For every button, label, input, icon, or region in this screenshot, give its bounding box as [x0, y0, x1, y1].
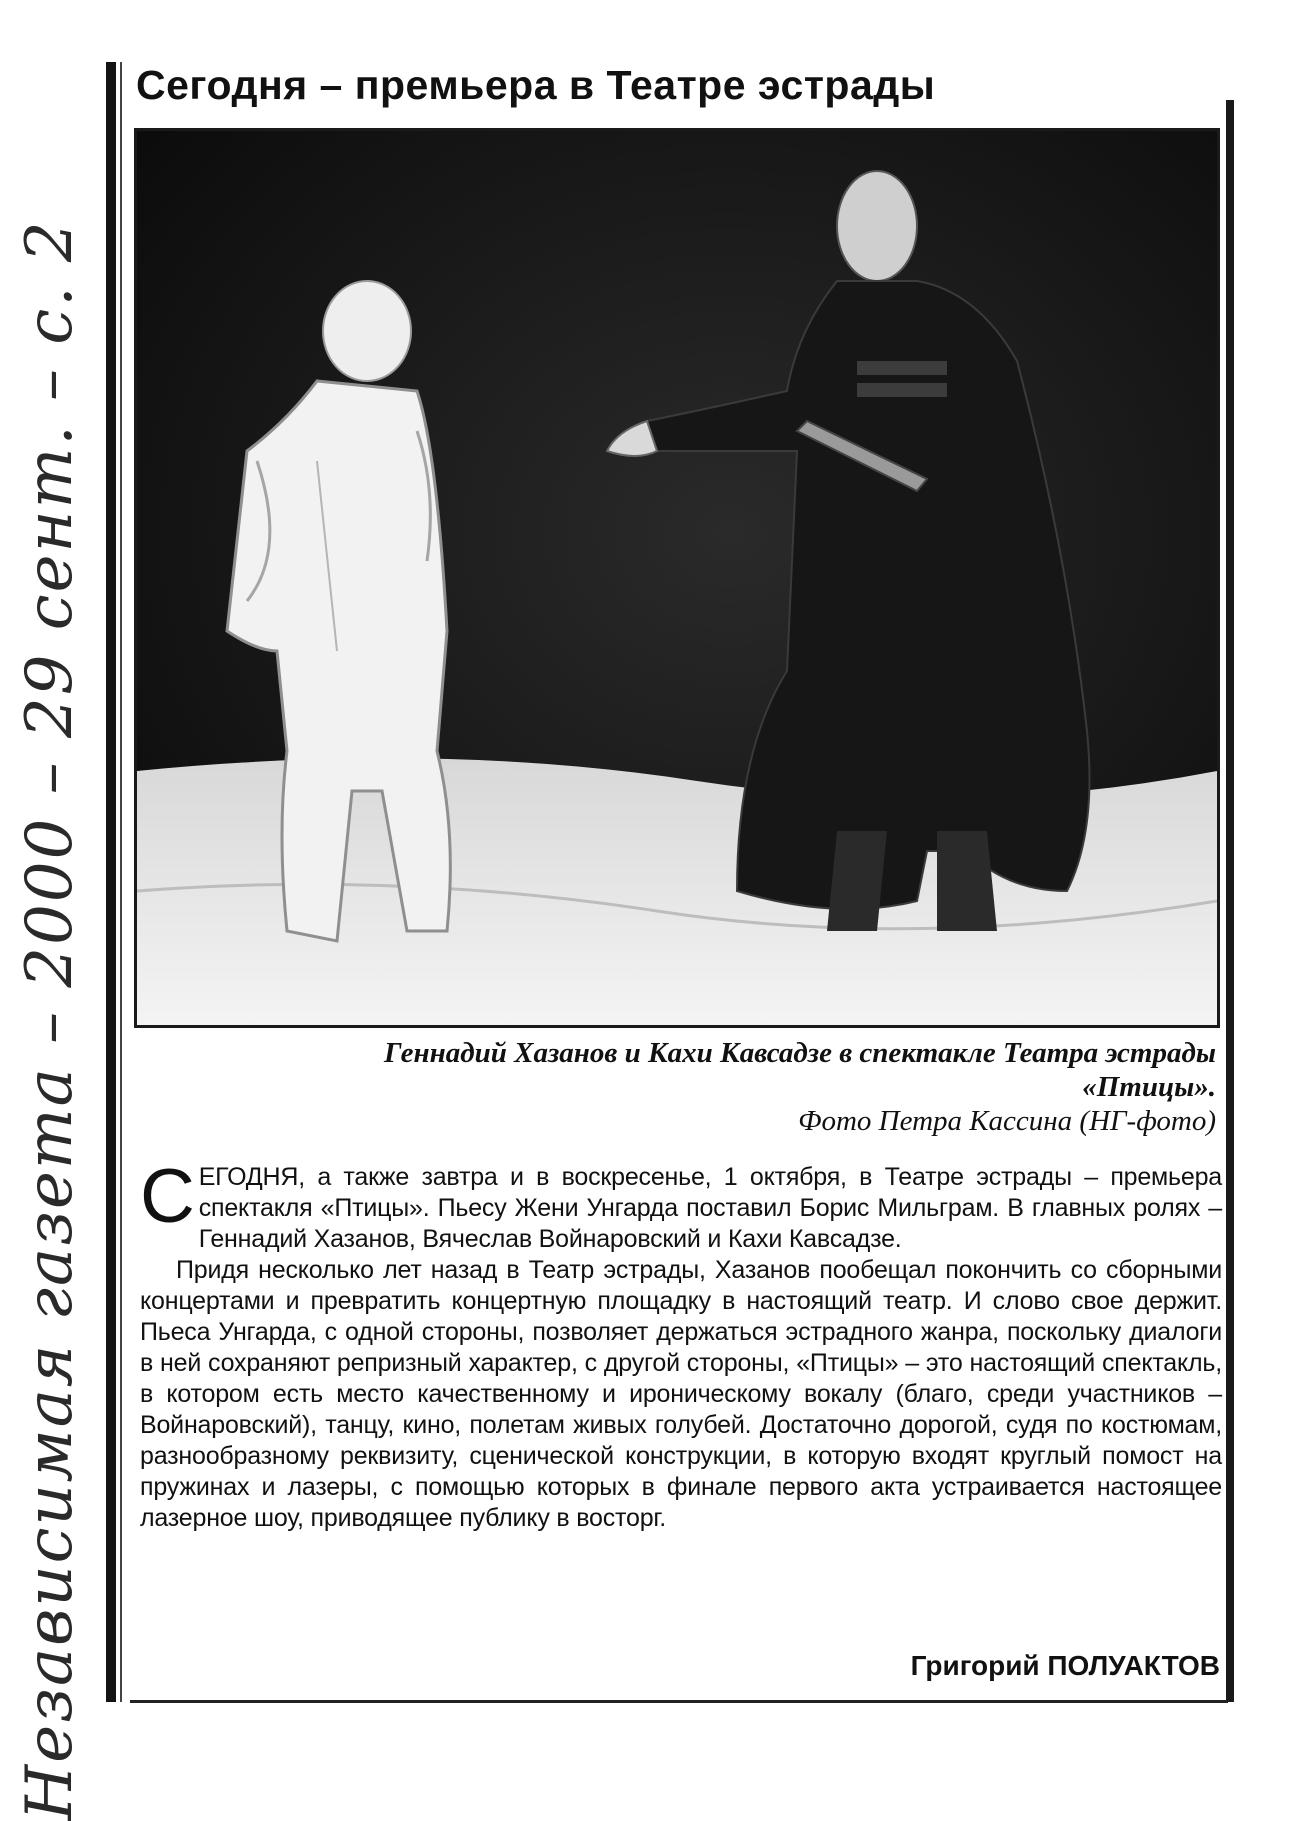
- drop-cap: С: [140, 1154, 195, 1239]
- caption-photo-credit: Фото Петра Кассина (НГ-фото): [798, 1105, 1216, 1137]
- article-headline: Сегодня – премьера в Театре эстрады: [136, 62, 936, 108]
- stage-photo-illustration: [137, 131, 1217, 1025]
- article-photo: [134, 128, 1220, 1028]
- left-column-rule-thin: [120, 62, 122, 1702]
- article-paragraph-1: [140, 1154, 1222, 1255]
- article-body: [140, 1154, 1222, 1534]
- caption-line-2: «Птицы».: [1082, 1071, 1216, 1103]
- photo-caption: [140, 1036, 1216, 1138]
- article-paragraph-1-text: ЕГОДНЯ, а также завтра и в воскресенье, 1 октября, в Театре эстрады – премьера спектакля «Птицы». Пьесу Жени Унгарда поставил Борис Мильграм. В главных ролях – Геннадий Хазанов, Вячеслав Войнаровский и Кахи Кавсадзе.: [198, 1163, 1222, 1253]
- handwritten-source-text: Независимая газета – 2000 – 29 сент. – с. 2: [13, 219, 87, 1821]
- caption-line-1: Геннадий Хазанов и Кахи Кавсадзе в спектакле Театра эстрады: [384, 1037, 1216, 1069]
- author-byline: Григорий ПОЛУАКТОВ: [910, 1650, 1220, 1681]
- right-column-rule: [1226, 100, 1234, 1702]
- left-column-rule: [106, 62, 116, 1702]
- article-paragraph-2: Придя несколько лет назад в Театр эстрады, Хазанов пообещал покончить со сборными концертами и превратить концертную площадку в настоящий театр. И слово свое держит. Пьеса Унгарда, с одной стороны, позволяет держаться эстрадного жанра, поскольку диалоги в ней сохраняют репризный характер, с другой стороны, «Птицы» – это настоящий спектакль, в котором есть место качественному и ироническому вокалу (благо, среди участников – Войнаровский), танцу, кино, полетам живых голубей. Достаточно дорогой, судя по костюмам, разнообразному реквизиту, сценической конструкции, в которую входят круглый помост на пружинах и лазеры, с помощью которых в финале первого акта устраивается настоящее лазерное шоу, приводящее публику в восторг.: [140, 1256, 1222, 1532]
- bottom-rule: [130, 1700, 1228, 1703]
